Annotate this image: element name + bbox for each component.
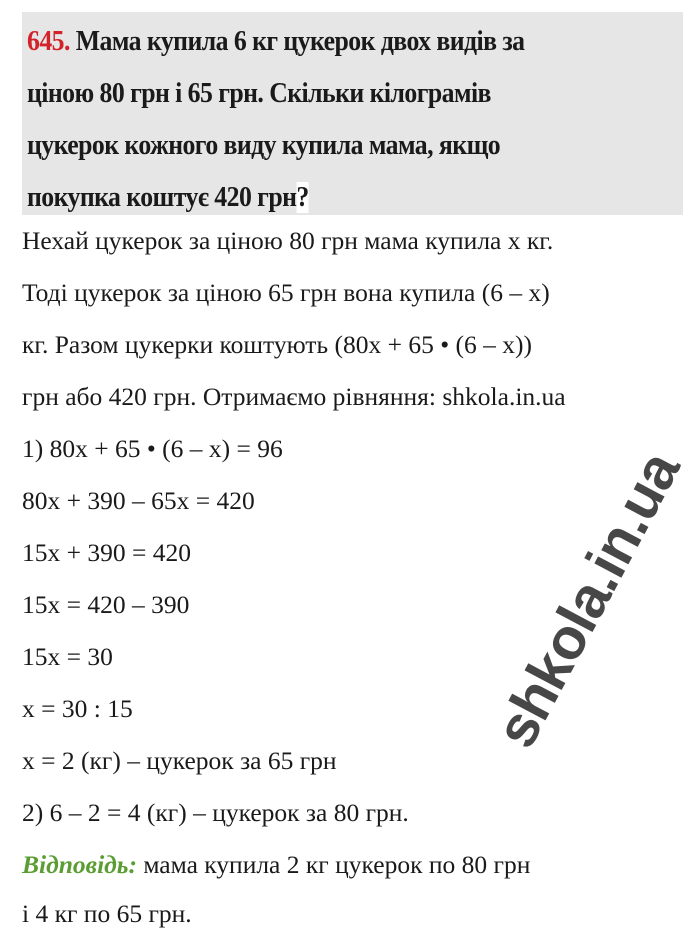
solution-line: 15x = 30: [22, 642, 113, 671]
solution-line: x = 30 : 15: [22, 694, 133, 723]
solution-line: 80x + 390 – 65x = 420: [22, 486, 255, 515]
answer-label: Відповідь:: [22, 850, 137, 879]
solution-line: грн або 420 грн. Отримаємо рівняння: shkola.in.ua: [22, 382, 566, 411]
solution-line: Тоді цукерок за ціною 65 грн вона купила (6 – x): [22, 278, 550, 307]
task-number: 645.: [27, 26, 70, 57]
answer-line-2: і 4 кг по 65 грн.: [22, 899, 192, 928]
question-mark: ?: [296, 182, 309, 213]
answer-line: [22, 849, 530, 881]
solution-line: x = 2 (кг) – цукерок за 65 грн: [22, 746, 337, 775]
task-text: Мама купила 6 кг цукерок двох видів за: [75, 26, 525, 57]
answer-text: мама купила 2 кг цукерок по 80 грн: [136, 850, 531, 879]
task-box: [22, 12, 683, 215]
task-line-3: цукерок кожного виду купила мама, якщо: [27, 130, 501, 161]
solution-line: 1) 80x + 65 • (6 – x) = 96: [22, 434, 283, 463]
solution-line: 15x = 420 – 390: [22, 590, 190, 619]
task-line-4: [27, 182, 309, 214]
solution-line: кг. Разом цукерки коштують (80x + 65 • (6 – x)): [22, 330, 532, 359]
solution-line: 2) 6 – 2 = 4 (кг) – цукерок за 80 грн.: [22, 798, 409, 827]
task-line-2: ціною 80 грн і 65 грн. Скільки кілограмів: [27, 78, 491, 109]
solution-line: 15x + 390 = 420: [22, 538, 192, 567]
task-text: покупка коштує 420 грн: [27, 182, 297, 213]
task-line-1: [27, 26, 525, 58]
solution-line: Нехай цукерок за ціною 80 грн мама купила x кг.: [22, 226, 554, 255]
watermark: shkola.in.ua: [482, 441, 693, 758]
